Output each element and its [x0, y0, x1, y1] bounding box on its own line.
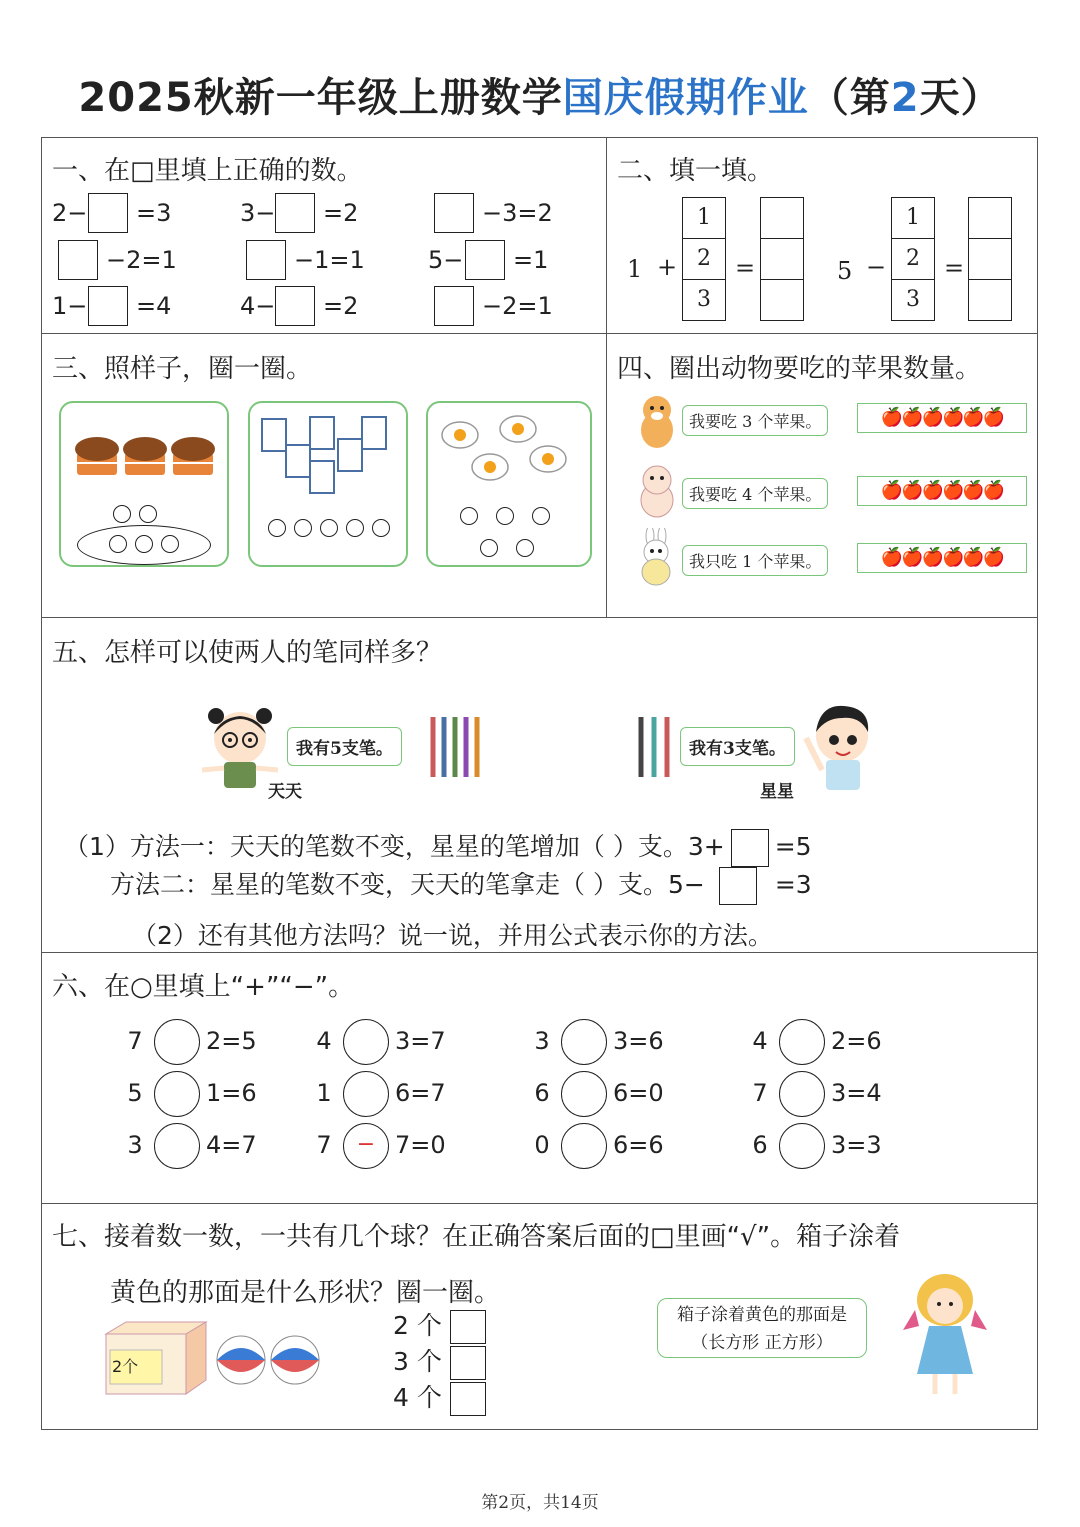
- s2-b-number: 5: [837, 257, 853, 285]
- s2-a-cell: 1: [683, 198, 725, 239]
- answer-box[interactable]: [719, 867, 757, 905]
- equation-rest: 3=6: [613, 1027, 664, 1055]
- equation-rest: 2=6: [831, 1027, 882, 1055]
- equation-prefix: 1−: [52, 292, 88, 320]
- operator-circle[interactable]: [343, 1071, 389, 1117]
- equation-number: 7: [127, 1027, 143, 1055]
- answer-box[interactable]: [58, 240, 98, 280]
- equation-number: 1: [316, 1079, 332, 1107]
- boy-name: 星星: [760, 782, 794, 802]
- circle-equation: [311, 1071, 446, 1117]
- equation-number: 4: [752, 1027, 768, 1055]
- divider-vertical: [606, 137, 607, 617]
- equation-suffix: −3=2: [482, 199, 553, 227]
- equation-number: 3: [127, 1131, 143, 1159]
- pencils-icon: [635, 713, 675, 785]
- s5-method-2-end: =3: [774, 870, 812, 899]
- answer-box[interactable]: [761, 198, 803, 239]
- girl-name: 天天: [268, 782, 302, 802]
- answer-box[interactable]: [88, 193, 128, 233]
- boy-icon: [800, 698, 880, 798]
- equation-suffix: =3: [136, 199, 172, 227]
- circle-equation: [122, 1123, 257, 1169]
- equation-prefix: 2−: [52, 199, 88, 227]
- milk-carton-icons: [254, 409, 404, 499]
- circle-equation: [529, 1123, 664, 1169]
- s3-example-box: [59, 401, 229, 567]
- s2-a-operator: +: [657, 253, 678, 281]
- equation-suffix: −1=1: [294, 246, 365, 274]
- pencils-icon: [425, 713, 485, 785]
- s2-a-number: 1: [627, 255, 643, 283]
- s5-heading: 五、怎样可以使两人的笔同样多？: [52, 638, 443, 668]
- divider: [41, 333, 1038, 334]
- circle-equation: [122, 1019, 257, 1065]
- equation-suffix: =1: [513, 246, 549, 274]
- operator-circle[interactable]: [561, 1071, 607, 1117]
- option-label: 4 个: [393, 1383, 442, 1412]
- s2-heading: 二、填一填。: [617, 156, 774, 186]
- circle-equation: [311, 1123, 446, 1169]
- equation-suffix: =2: [323, 292, 359, 320]
- girl-speech: 我有5支笔。: [287, 727, 402, 766]
- option-label: 3 个: [393, 1347, 442, 1376]
- doll-speech: [657, 1298, 867, 1358]
- operator-circle[interactable]: [343, 1019, 389, 1065]
- operator-circle[interactable]: [154, 1123, 200, 1169]
- s3-egg-box: [426, 401, 592, 567]
- s2-a-column: [682, 197, 726, 321]
- s2-a-cell: 2: [683, 239, 725, 280]
- title-highlight: 国庆假期作业: [562, 75, 809, 121]
- cat-icon: [632, 460, 682, 520]
- answer-box[interactable]: [275, 286, 315, 326]
- equation-number: 0: [534, 1131, 550, 1159]
- operator-circle[interactable]: [779, 1019, 825, 1065]
- equation-number: 3: [534, 1027, 550, 1055]
- s3-heading: 三、照样子，圈一圈。: [52, 354, 313, 384]
- rabbit-speech: 我只吃 1 个苹果。: [682, 545, 828, 576]
- s5-method-1-text: （1）方法一：天天的笔数不变，星星的笔增加（ ）支。3+: [64, 832, 725, 861]
- s2-b-operator: −: [866, 253, 887, 281]
- circle-equation: [747, 1123, 882, 1169]
- answer-box[interactable]: [969, 280, 1011, 320]
- equation-number: 7: [316, 1131, 332, 1159]
- cake-icons: [63, 417, 229, 497]
- answer-box[interactable]: [761, 239, 803, 280]
- doll-speech-line1: 箱子涂着黄色的那面是: [677, 1305, 847, 1325]
- checkbox[interactable]: [450, 1310, 486, 1344]
- s5-method-1: [64, 827, 812, 867]
- ring-example-circled: [77, 525, 211, 565]
- title-open: （第: [808, 75, 891, 121]
- answer-box[interactable]: [761, 280, 803, 320]
- title-close: 天）: [919, 75, 1002, 121]
- circle-equation: [529, 1019, 664, 1065]
- circle-equation: [747, 1019, 882, 1065]
- operator-circle[interactable]: [561, 1019, 607, 1065]
- equation-rest: 3=4: [831, 1079, 882, 1107]
- divider: [41, 1203, 1038, 1204]
- answer-box[interactable]: [969, 239, 1011, 280]
- operator-circle[interactable]: [154, 1071, 200, 1117]
- circle-equation: [311, 1019, 446, 1065]
- answer-box[interactable]: [969, 198, 1011, 239]
- apple-row[interactable]: 🍎🍎🍎🍎🍎🍎: [857, 543, 1027, 573]
- circle-equation: [529, 1071, 664, 1117]
- ring-row: [456, 507, 554, 529]
- checkbox[interactable]: [450, 1382, 486, 1416]
- s5-question-2: （2）还有其他方法吗？说一说，并用公式表示你的方法。: [132, 921, 773, 950]
- divider: [41, 617, 1038, 618]
- box-label: 2个: [112, 1357, 139, 1376]
- equation-rest: 6=6: [613, 1131, 664, 1159]
- operator-circle[interactable]: [561, 1123, 607, 1169]
- option-label: 2 个: [393, 1311, 442, 1340]
- s7-heading-line2: 黄色的那面是什么形状？圈一圈。: [110, 1278, 501, 1308]
- equation-rest: 6=0: [613, 1079, 664, 1107]
- equation-rest: 2=5: [206, 1027, 257, 1055]
- apple-row[interactable]: 🍎🍎🍎🍎🍎🍎: [857, 403, 1027, 433]
- equation-prefix: 5−: [428, 246, 464, 274]
- equation-number: 4: [316, 1027, 332, 1055]
- equation-prefix: 4−: [240, 292, 276, 320]
- equation-suffix: =4: [136, 292, 172, 320]
- equation-suffix: −2=1: [482, 292, 553, 320]
- page-number: 第2页，共14页: [481, 1493, 599, 1513]
- title-day: 2: [890, 75, 920, 121]
- dog-icon: [632, 390, 682, 450]
- title-main: 2025秋新一年级上册数学: [78, 75, 563, 121]
- answer-box[interactable]: [434, 193, 474, 233]
- operator-circle[interactable]: [154, 1019, 200, 1065]
- equation-suffix: =2: [323, 199, 359, 227]
- circle-equation: [122, 1071, 257, 1117]
- ball-icons: [215, 1332, 323, 1388]
- answer-box[interactable]: [465, 240, 505, 280]
- ring-row: [264, 519, 394, 541]
- s5-method-2-text: 方法二：星星的笔数不变，天天的笔拿走（ ）支。5−: [110, 870, 705, 899]
- doll-speech-line2[interactable]: （长方形 正方形）: [691, 1333, 833, 1353]
- s2-b-column: [891, 197, 935, 321]
- rabbit-icon: [632, 528, 682, 588]
- s4-heading: 四、圈出动物要吃的苹果数量。: [617, 354, 982, 384]
- cat-speech: 我要吃 4 个苹果。: [682, 478, 828, 509]
- equation-number: 7: [752, 1079, 768, 1107]
- s5-method-1-end: =5: [774, 832, 812, 861]
- s2-b-cell: 1: [892, 198, 934, 239]
- equation-number: 6: [534, 1079, 550, 1107]
- equation-rest: 3=7: [395, 1027, 446, 1055]
- page-title: [0, 66, 1080, 123]
- operator-circle[interactable]: −: [343, 1123, 389, 1169]
- s2-a-equals: =: [735, 254, 756, 282]
- operator-circle[interactable]: [779, 1071, 825, 1117]
- answer-box[interactable]: [246, 240, 286, 280]
- equation-rest: 1=6: [206, 1079, 257, 1107]
- divider: [41, 952, 1038, 953]
- equation-number: 5: [127, 1079, 143, 1107]
- doll-icon: [895, 1270, 995, 1400]
- boy-speech: 我有3支笔。: [680, 727, 795, 766]
- checkbox[interactable]: [450, 1346, 486, 1380]
- option-row: [393, 1344, 486, 1380]
- s2-b-answers: [968, 197, 1012, 321]
- s2-b-cell: 3: [906, 287, 920, 312]
- answer-box[interactable]: [731, 829, 769, 867]
- option-row: [393, 1308, 486, 1344]
- s1-heading: 一、在□里填上正确的数。: [52, 156, 363, 186]
- circle-equation: [747, 1071, 882, 1117]
- answer-box[interactable]: [434, 286, 474, 326]
- s2-b-cell: 2: [892, 239, 934, 280]
- equation-prefix: 3−: [240, 199, 276, 227]
- s2-a-cell: 3: [697, 287, 711, 312]
- s7-options: [393, 1308, 486, 1416]
- dog-speech: 我要吃 3 个苹果。: [682, 405, 828, 436]
- s7-heading-line1: 七、接着数一数，一共有几个球？在正确答案后面的□里画“√”。箱子涂着: [52, 1222, 901, 1252]
- operator-circle[interactable]: [779, 1123, 825, 1169]
- equation-rest: 6=7: [395, 1079, 446, 1107]
- s2-b-equals: =: [944, 254, 965, 282]
- equation-rest: 4=7: [206, 1131, 257, 1159]
- answer-box[interactable]: [88, 286, 128, 326]
- s5-method-2: [110, 865, 812, 905]
- ring-row: [109, 505, 161, 527]
- ring-row: [476, 539, 538, 561]
- s6-heading: 六、在○里填上“+”“−”。: [52, 972, 355, 1002]
- apple-row[interactable]: 🍎🍎🍎🍎🍎🍎: [857, 476, 1027, 506]
- equation-number: 6: [752, 1131, 768, 1159]
- s2-a-answers: [760, 197, 804, 321]
- answer-box[interactable]: [275, 193, 315, 233]
- egg-icons: [430, 407, 590, 497]
- option-row: [393, 1380, 486, 1416]
- equation-rest: 3=3: [831, 1131, 882, 1159]
- equation-rest: 7=0: [395, 1131, 446, 1159]
- equation-suffix: −2=1: [106, 246, 177, 274]
- s3-milk-box: [248, 401, 408, 567]
